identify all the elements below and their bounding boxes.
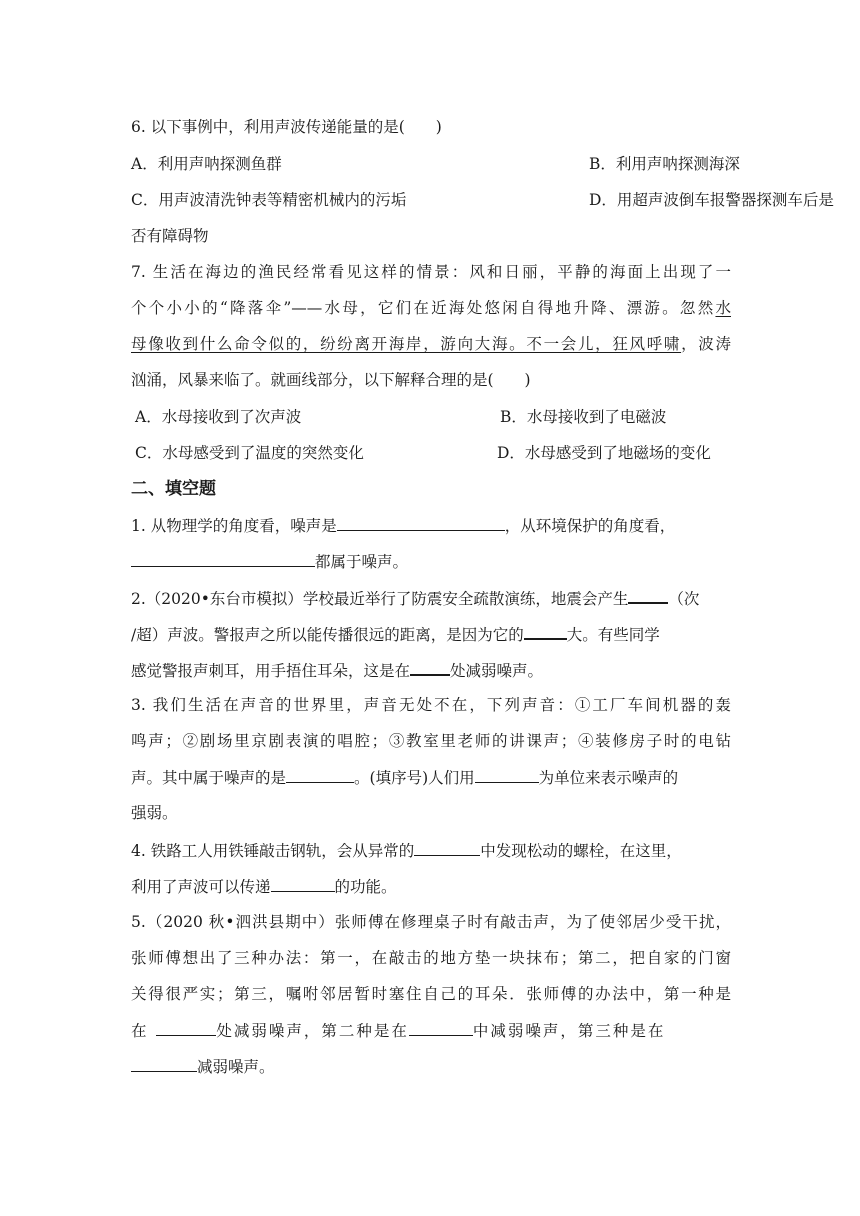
section-heading: 二、填空题 xyxy=(131,479,216,499)
f5-line3: 关得很严实；第三，嘱咐邻居暂时塞住自己的耳朵．张师傅的办法中，第一种是 xyxy=(131,985,731,1003)
q6-options-ab xyxy=(131,154,740,174)
f2-line1 xyxy=(131,587,731,609)
q6-option-c: C．用声波清洗钟表等精密机械内的污垢 xyxy=(131,191,407,209)
f2-blank-3 xyxy=(410,659,450,676)
f5-line4 xyxy=(131,1020,731,1041)
q7-line2 xyxy=(131,298,731,318)
f5-line2: 张师傅想出了三种办法：第一，在敲击的地方垫一块抹布；第二，把自家的门窗 xyxy=(131,949,731,967)
f5-text-b: 处减弱噪声，第二种是在 xyxy=(216,1022,409,1040)
f2-text-a: 2.（2020•东台市模拟）学校最近举行了防震安全疏散演练，地震会产生 xyxy=(131,590,629,608)
q7-options-ab xyxy=(131,407,731,427)
f4-text-a: 4. 铁路工人用铁锤敲击钢轨，会从异常的 xyxy=(131,842,415,860)
f1-blank-2 xyxy=(131,551,315,567)
f3-text-b: 。(填序号)人们用 xyxy=(354,769,475,787)
q7-line3-text: ，波涛 xyxy=(681,335,731,353)
q7-option-b: B．水母接收到了电磁波 xyxy=(500,408,667,426)
q7-line4: 汹涌，风暴来临了。就画线部分，以下解释合理的是( ) xyxy=(131,371,531,389)
f4-line2 xyxy=(131,876,731,897)
f1-text-b: ，从环境保护的角度看， xyxy=(504,517,676,535)
f5-line5 xyxy=(131,1056,731,1077)
q7-option-c: C．水母感受到了温度的突然变化 xyxy=(135,444,364,462)
f5-blank-1 xyxy=(156,1020,216,1036)
f2-text-b: （次 xyxy=(668,590,700,608)
f4-blank-2 xyxy=(271,876,335,892)
q7-option-a: A．水母接收到了次声波 xyxy=(135,408,302,426)
f5-text-a: 在 xyxy=(131,1022,152,1040)
f2-line2 xyxy=(131,623,731,645)
q7-options-cd xyxy=(131,443,731,463)
f2-text-c: /超）声波。警报声之所以能传播很远的距离，是因为它的 xyxy=(131,626,524,644)
f4-text-c: 利用了声波可以传递 xyxy=(131,878,271,896)
f3-text-a: 声。其中属于噪声的是 xyxy=(131,769,287,787)
q7-line3 xyxy=(131,334,731,354)
f3-text-c: 为单位来表示噪声的 xyxy=(538,769,679,787)
q7-line1: 7. 生活在海边的渔民经常看见这样的情景：风和日丽，平静的海面上出现了一 xyxy=(131,263,731,281)
q6-option-d: D．用超声波倒车报警器探测车后是 xyxy=(589,191,834,209)
f1-text-c: 都属于噪声。 xyxy=(315,553,409,571)
f5-text-c: 中减弱噪声，第三种是在 xyxy=(472,1022,666,1040)
f3-line1: 3. 我们生活在声音的世界里，声音无处不在，下列声音：①工厂车间机器的轰 xyxy=(131,696,731,714)
q6-option-a: A．利用声呐探测鱼群 xyxy=(131,155,282,173)
f2-blank-1 xyxy=(628,587,668,604)
f5-blank-2 xyxy=(409,1020,473,1036)
f1-line1 xyxy=(131,515,731,536)
f2-text-d: 大。有些同学 xyxy=(566,626,660,644)
f3-blank-1 xyxy=(286,767,354,783)
f1-blank-1 xyxy=(337,515,505,531)
f2-text-f: 处减弱噪声。 xyxy=(450,662,544,680)
q7-line2-text: 个个小小的“降落伞”——水母，它们在近海处悠闲自得地升降、漂游。忽然 xyxy=(131,299,716,317)
q6-stem: 6. 以下事例中，利用声波传递能量的是( ) xyxy=(131,118,442,136)
q6-option-b: B．利用声呐探测海深 xyxy=(589,155,740,173)
f2-line3 xyxy=(131,659,731,681)
f1-text-a: 1. 从物理学的角度看，噪声是 xyxy=(131,517,337,535)
f2-text-e: 感觉警报声刺耳，用手捂住耳朵，这是在 xyxy=(131,662,411,680)
f1-line2 xyxy=(131,551,731,572)
f3-blank-2 xyxy=(475,767,539,783)
f5-line1: 5.（2020 秋•泗洪县期中）张师傅在修理桌子时有敲击声，为了使邻居少受干扰， xyxy=(131,913,731,931)
f5-text-d: 减弱噪声。 xyxy=(197,1058,275,1076)
f2-blank-2 xyxy=(524,623,567,640)
f4-blank-1 xyxy=(414,840,480,856)
f5-blank-3 xyxy=(131,1056,197,1072)
q7-underlined-text: 母像收到什么命令似的，纷纷离开海岸，游向大海。不一会儿，狂风呼啸 xyxy=(131,335,682,353)
q6-options-cd xyxy=(131,190,834,210)
f3-line3 xyxy=(131,767,731,788)
q7-underlined-start: 水 xyxy=(715,299,731,317)
f4-line1 xyxy=(131,840,731,861)
q7-option-d: D．水母感受到了地磁场的变化 xyxy=(497,444,711,462)
f3-line4: 强弱。 xyxy=(131,804,178,822)
q6-option-d-cont: 否有障碍物 xyxy=(131,227,209,245)
f4-text-d: 的功能。 xyxy=(334,878,397,896)
f4-text-b: 中发现松动的螺栓，在这里， xyxy=(480,842,682,860)
f3-line2: 鸣声；②剧场里京剧表演的唱腔；③教室里老师的讲课声；④装修房子时的电钻 xyxy=(131,732,731,750)
